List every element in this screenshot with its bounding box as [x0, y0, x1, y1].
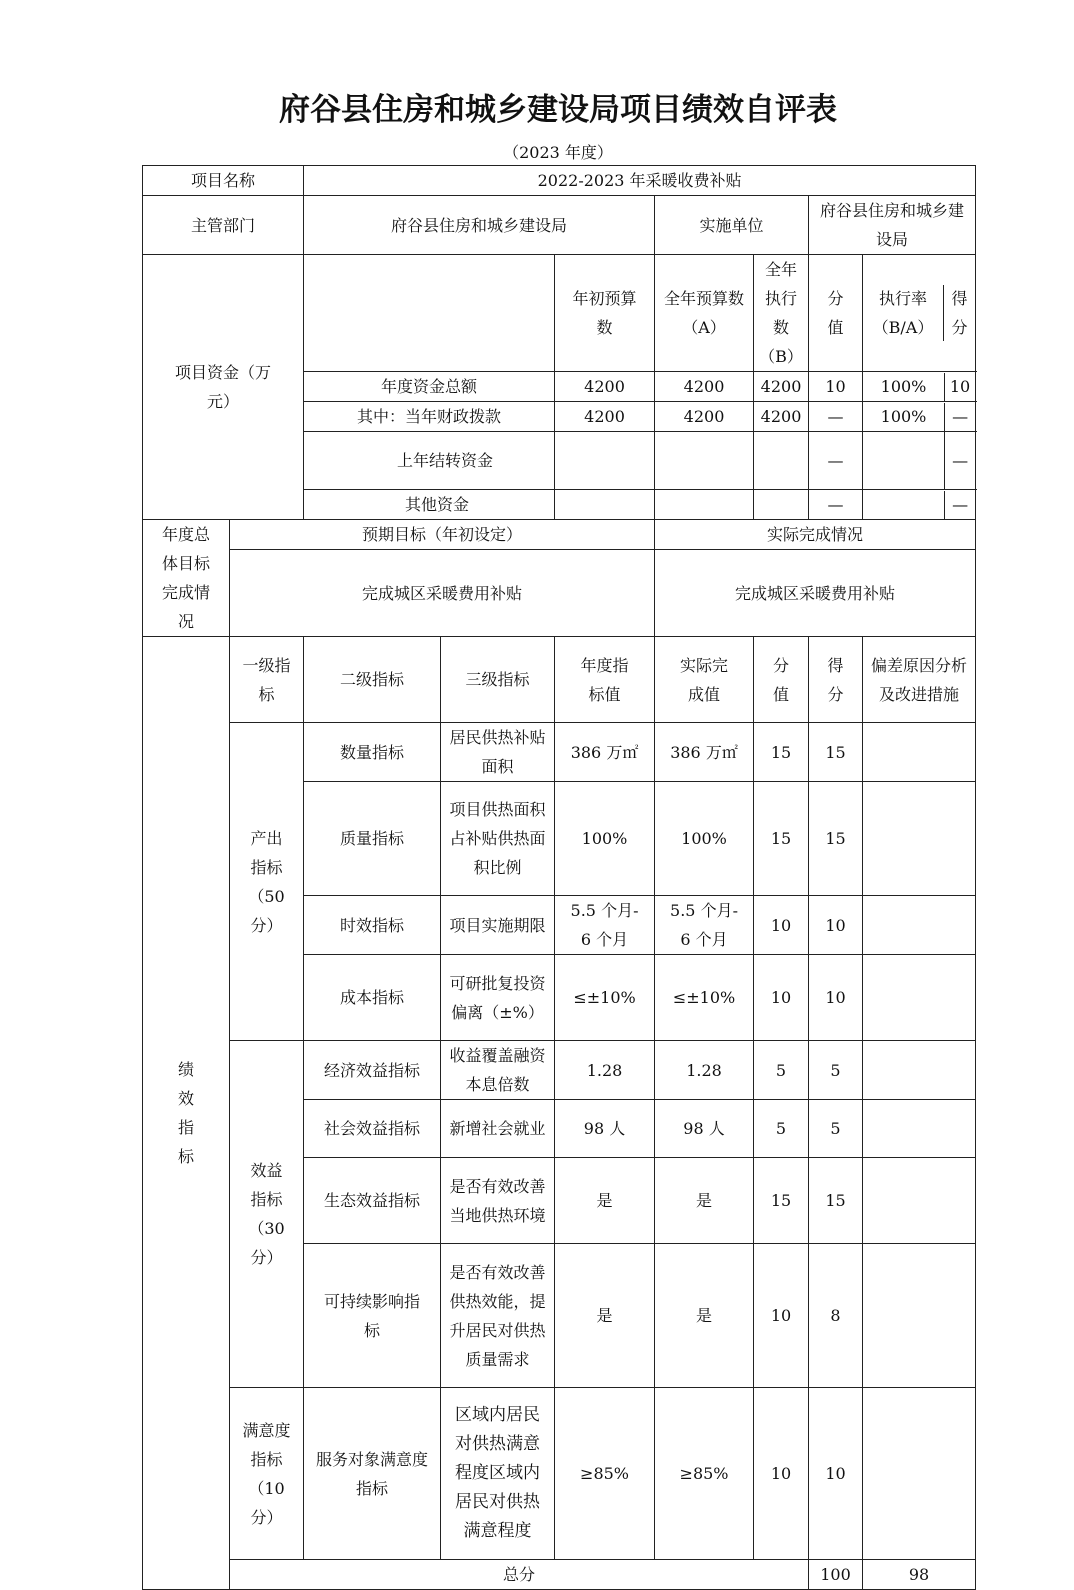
level3-indicator: 可研批复投资偏离（±%） [441, 955, 555, 1041]
score-value: 10 [809, 1388, 863, 1560]
target-value: 5.5 个月-6 个月 [555, 896, 655, 955]
reason-value [863, 955, 976, 1041]
level3-indicator: 居民供热补贴面积 [441, 723, 555, 782]
project-name-label: 项目名称 [143, 166, 304, 196]
score-value: 5 [809, 1041, 863, 1100]
actual-value: 386 万㎡ [655, 723, 754, 782]
funds-header: 分值 [809, 255, 863, 372]
funds-cell: 4200 [655, 402, 754, 432]
funds-cell: — [809, 402, 863, 432]
funds-header: 全年预算数（A） [655, 255, 754, 372]
target-value: 是 [555, 1158, 655, 1244]
reason-value [863, 1244, 976, 1388]
funds-cell: 4200 [555, 402, 655, 432]
table-row [143, 166, 976, 196]
level3-indicator: 新增社会就业 [441, 1100, 555, 1158]
funds-cell [754, 432, 809, 490]
funds-cell: 4200 [555, 372, 655, 402]
actual-value: 是 [655, 1244, 754, 1388]
total-weight: 100 [809, 1560, 863, 1590]
funds-cell: 10 [949, 377, 971, 396]
perf-header: 分值 [754, 637, 809, 723]
funds-cell [754, 490, 809, 520]
level1-indicator: 产出指标（50 分） [230, 723, 304, 1041]
target-value: 386 万㎡ [555, 723, 655, 782]
table-row [143, 1560, 976, 1590]
level1-indicator: 满意度指标（10 分） [230, 1388, 304, 1560]
funds-row-label: 其中：当年财政拨款 [304, 402, 555, 432]
score-value: 10 [809, 955, 863, 1041]
table-row [143, 550, 976, 637]
score-value: 15 [809, 1158, 863, 1244]
total-label: 总分 [230, 1560, 809, 1590]
actual-value: 98 人 [655, 1100, 754, 1158]
reason-value [863, 782, 976, 896]
level3-indicator: 项目实施期限 [441, 896, 555, 955]
page-title: 府谷县住房和城乡建设局项目绩效自评表 [279, 92, 837, 128]
funds-header: 全年执行数（B） [754, 255, 809, 372]
weight-value: 10 [754, 896, 809, 955]
funds-row-label: 其他资金 [304, 490, 555, 520]
level3-indicator: 是否有效改善当地供热环境 [441, 1158, 555, 1244]
level1-indicator: 效益指标（30 分） [230, 1041, 304, 1388]
weight-value: 10 [754, 1244, 809, 1388]
reason-value [863, 1158, 976, 1244]
perf-header: 得分 [809, 637, 863, 723]
table-row [143, 1041, 976, 1100]
actual-value: 是 [655, 1158, 754, 1244]
funds-cell [655, 432, 754, 490]
actual-value: 1.28 [655, 1041, 754, 1100]
level3-indicator: 区域内居民对供热满意程度区域内居民对供热满意程度 [441, 1388, 555, 1560]
funds-header: 执行率（B/A） [863, 285, 944, 341]
reason-value [863, 723, 976, 782]
actual-value: ≤±10% [655, 955, 754, 1041]
weight-value: 15 [754, 723, 809, 782]
perf-header: 二级指标 [304, 637, 441, 723]
funds-label: 项目资金（万元） [143, 255, 304, 520]
score-value: 10 [809, 896, 863, 955]
impl-label: 实施单位 [655, 196, 809, 255]
reason-value [863, 1388, 976, 1560]
table-row [143, 255, 976, 372]
score-value: 15 [809, 782, 863, 896]
goals-actual-value: 完成城区采暖费用补贴 [655, 550, 976, 637]
score-value: 8 [809, 1244, 863, 1388]
page-subtitle: （2023 年度） [503, 143, 613, 162]
funds-cell [555, 490, 655, 520]
target-value: ≤±10% [555, 955, 655, 1041]
score-value: 15 [809, 723, 863, 782]
funds-header-empty [304, 255, 555, 372]
actual-value: 100% [655, 782, 754, 896]
weight-value: 5 [754, 1100, 809, 1158]
level3-indicator: 项目供热面积占补贴供热面积比例 [441, 782, 555, 896]
perf-header: 实际完成值 [655, 637, 754, 723]
funds-cell: 4200 [754, 402, 809, 432]
goals-expected-value: 完成城区采暖费用补贴 [230, 550, 655, 637]
level2-indicator: 质量指标 [304, 782, 441, 896]
dept-value: 府谷县住房和城乡建设局 [304, 196, 655, 255]
target-value: 98 人 [555, 1100, 655, 1158]
funds-cell: 4200 [754, 372, 809, 402]
level2-indicator: 时效指标 [304, 896, 441, 955]
table-row [143, 1388, 976, 1560]
target-value: 是 [555, 1244, 655, 1388]
perf-header: 年度指标值 [555, 637, 655, 723]
performance-table [142, 165, 976, 1590]
funds-cell [863, 491, 945, 519]
perf-header: 偏差原因分析及改进措施 [863, 637, 976, 723]
funds-cell: — [809, 490, 863, 520]
funds-cell: 100% [863, 373, 945, 401]
funds-cell [655, 490, 754, 520]
impl-value: 府谷县住房和城乡建设局 [809, 196, 976, 255]
table-row [143, 520, 976, 550]
weight-value: 15 [754, 1158, 809, 1244]
funds-cell: — [952, 495, 969, 514]
score-value: 5 [809, 1100, 863, 1158]
project-name-value: 2022-2023 年采暖收费补贴 [304, 166, 976, 196]
level3-indicator: 收益覆盖融资本息倍数 [441, 1041, 555, 1100]
total-score: 98 [863, 1560, 976, 1590]
dept-label: 主管部门 [143, 196, 304, 255]
reason-value [863, 1100, 976, 1158]
funds-cell: 4200 [655, 372, 754, 402]
target-value: 1.28 [555, 1041, 655, 1100]
weight-value: 5 [754, 1041, 809, 1100]
level3-indicator: 是否有效改善供热效能，提升居民对供热质量需求 [441, 1244, 555, 1388]
funds-header: 年初预算数 [555, 255, 655, 372]
funds-cell: — [809, 432, 863, 490]
level2-indicator: 数量指标 [304, 723, 441, 782]
table-row [143, 723, 976, 782]
level2-indicator: 服务对象满意度指标 [304, 1388, 441, 1560]
actual-value: 5.5 个月-6 个月 [655, 896, 754, 955]
funds-row-label: 年度资金总额 [304, 372, 555, 402]
level2-indicator: 生态效益指标 [304, 1158, 441, 1244]
funds-cell: 10 [809, 372, 863, 402]
weight-value: 10 [754, 955, 809, 1041]
funds-cell [863, 432, 945, 489]
table-row [143, 637, 976, 723]
target-value: ≥85% [555, 1388, 655, 1560]
target-value: 100% [555, 782, 655, 896]
funds-cell: — [952, 407, 969, 426]
funds-cell: 100% [863, 403, 945, 431]
perf-header: 一级指标 [230, 637, 304, 723]
reason-value [863, 896, 976, 955]
goals-expected-header: 预期目标（年初设定） [230, 520, 655, 550]
perf-label: 绩效指标 [143, 637, 230, 1590]
funds-cell [555, 432, 655, 490]
weight-value: 15 [754, 782, 809, 896]
table-row [143, 196, 976, 255]
goals-label: 年度总体目标完成情况 [143, 520, 230, 637]
funds-row-label: 上年结转资金 [304, 432, 555, 490]
actual-value: ≥85% [655, 1388, 754, 1560]
level2-indicator: 可持续影响指标 [304, 1244, 441, 1388]
perf-header: 三级指标 [441, 637, 555, 723]
weight-value: 10 [754, 1388, 809, 1560]
funds-cell: — [952, 451, 969, 470]
reason-value [863, 1041, 976, 1100]
level2-indicator: 经济效益指标 [304, 1041, 441, 1100]
level2-indicator: 社会效益指标 [304, 1100, 441, 1158]
funds-header: 得分 [951, 289, 968, 337]
level2-indicator: 成本指标 [304, 955, 441, 1041]
goals-actual-header: 实际完成情况 [655, 520, 976, 550]
